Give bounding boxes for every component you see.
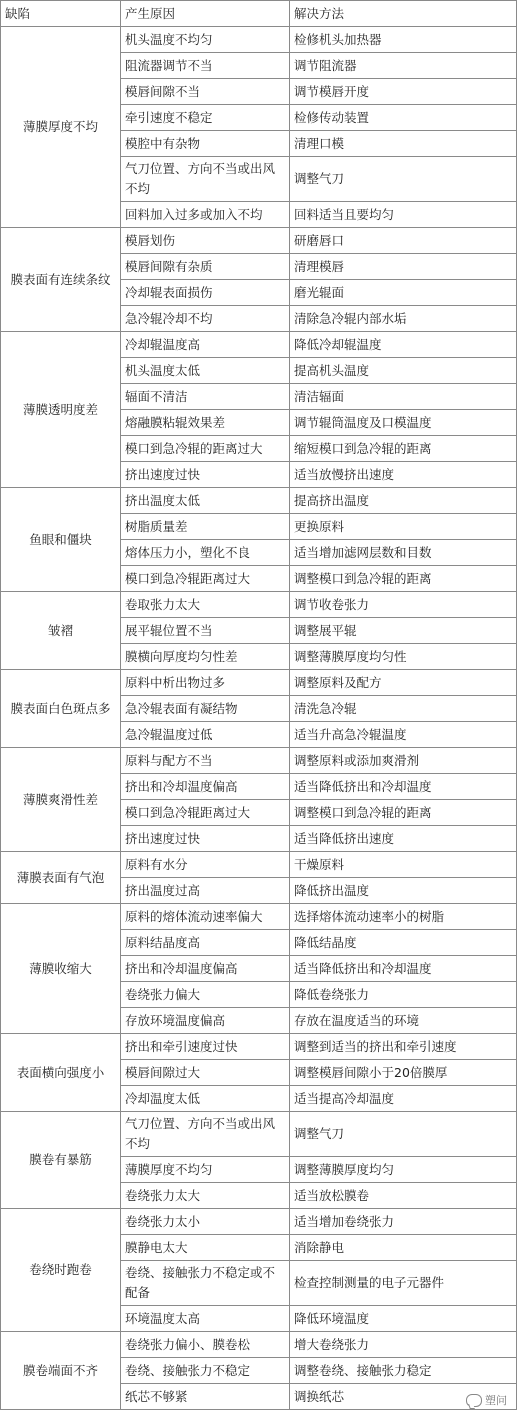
fix-cell: 提高机头温度 <box>290 358 517 384</box>
fix-cell: 调整展平辊 <box>290 618 517 644</box>
fix-cell: 调节阻流器 <box>290 53 517 79</box>
defect-cell: 薄膜透明度差 <box>1 332 121 488</box>
fix-cell: 消除静电 <box>290 1235 517 1261</box>
cause-cell: 薄膜厚度不均匀 <box>121 1157 290 1183</box>
fix-cell: 提高挤出温度 <box>290 488 517 514</box>
table-row <box>1 488 517 514</box>
cause-cell: 纸芯不够紧 <box>121 1384 290 1410</box>
fix-cell: 适当降低挤出速度 <box>290 826 517 852</box>
cause-cell: 膜静电太大 <box>121 1235 290 1261</box>
fix-cell: 清理口模 <box>290 131 517 157</box>
cause-cell: 急冷辊表面有凝结物 <box>121 696 290 722</box>
cause-cell: 挤出速度过快 <box>121 462 290 488</box>
fix-cell: 调整模口到急冷辊的距离 <box>290 566 517 592</box>
fix-cell: 降低卷绕张力 <box>290 982 517 1008</box>
cause-cell: 原料与配方不当 <box>121 748 290 774</box>
table-row <box>1 852 517 878</box>
defect-cell: 薄膜厚度不均 <box>1 27 121 228</box>
fix-cell: 降低挤出温度 <box>290 878 517 904</box>
cause-cell: 存放环境温度偏高 <box>121 1008 290 1034</box>
fix-cell: 缩短模口到急冷辊的距离 <box>290 436 517 462</box>
fix-cell: 研磨唇口 <box>290 228 517 254</box>
cause-cell: 模唇间隙过大 <box>121 1060 290 1086</box>
table-row <box>1 1209 517 1235</box>
fix-cell: 降低冷却辊温度 <box>290 332 517 358</box>
cause-cell: 阻流器调节不当 <box>121 53 290 79</box>
table-row <box>1 904 517 930</box>
fix-cell: 调整薄膜厚度均匀性 <box>290 644 517 670</box>
cause-cell: 气刀位置、方向不当或出风不均 <box>121 157 290 202</box>
cause-cell: 模唇间隙有杂质 <box>121 254 290 280</box>
cause-cell: 模唇间隙不当 <box>121 79 290 105</box>
cause-cell: 气刀位置、方向不当或出风不均 <box>121 1112 290 1157</box>
cause-cell: 挤出速度过快 <box>121 826 290 852</box>
header-cause: 产生原因 <box>121 1 290 27</box>
cause-cell: 模口到急冷辊距离过大 <box>121 566 290 592</box>
cause-cell: 挤出和冷却温度偏高 <box>121 956 290 982</box>
cause-cell: 冷却温度太低 <box>121 1086 290 1112</box>
cause-cell: 机头温度太低 <box>121 358 290 384</box>
cause-cell: 展平辊位置不当 <box>121 618 290 644</box>
defect-cell: 膜卷有暴筋 <box>1 1112 121 1209</box>
cause-cell: 卷绕张力太大 <box>121 1183 290 1209</box>
cause-cell: 冷却辊表面损伤 <box>121 280 290 306</box>
table-row <box>1 332 517 358</box>
fix-cell: 适当降低挤出和冷却温度 <box>290 774 517 800</box>
fix-cell: 调整原料及配方 <box>290 670 517 696</box>
defect-table-body <box>1 1 517 1410</box>
cause-cell: 熔体压力小，塑化不良 <box>121 540 290 566</box>
cause-cell: 回料加入过多或加入不均 <box>121 202 290 228</box>
defect-cell: 卷绕时跑卷 <box>1 1209 121 1332</box>
cause-cell: 急冷辊温度过低 <box>121 722 290 748</box>
cause-cell: 模唇划伤 <box>121 228 290 254</box>
wechat-icon <box>466 1394 482 1407</box>
cause-cell: 原料的熔体流动速率偏大 <box>121 904 290 930</box>
cause-cell: 急冷辊冷却不均 <box>121 306 290 332</box>
cause-cell: 模口到急冷辊距离过大 <box>121 800 290 826</box>
table-row <box>1 1034 517 1060</box>
cause-cell: 熔融膜粘辊效果差 <box>121 410 290 436</box>
cause-cell: 原料有水分 <box>121 852 290 878</box>
watermark-text: 塑问 <box>485 1394 507 1407</box>
fix-cell: 调节收卷张力 <box>290 592 517 618</box>
header-fix: 解决方法 <box>290 1 517 27</box>
fix-cell: 适当升高急冷辊温度 <box>290 722 517 748</box>
cause-cell: 牵引速度不稳定 <box>121 105 290 131</box>
fix-cell: 调节模唇开度 <box>290 79 517 105</box>
fix-cell: 降低环境温度 <box>290 1306 517 1332</box>
cause-cell: 模口到急冷辊的距离过大 <box>121 436 290 462</box>
cause-cell: 模腔中有杂物 <box>121 131 290 157</box>
fix-cell: 调整原料或添加爽滑剂 <box>290 748 517 774</box>
fix-cell: 降低结晶度 <box>290 930 517 956</box>
cause-cell: 卷绕、接触张力不稳定或不配备 <box>121 1261 290 1306</box>
cause-cell: 挤出和冷却温度偏高 <box>121 774 290 800</box>
fix-cell: 回料适当且要均匀 <box>290 202 517 228</box>
defect-cell: 薄膜爽滑性差 <box>1 748 121 852</box>
fix-cell: 清理模唇 <box>290 254 517 280</box>
cause-cell: 挤出和牵引速度过快 <box>121 1034 290 1060</box>
fix-cell: 适当放慢挤出速度 <box>290 462 517 488</box>
defect-cell: 表面横向强度小 <box>1 1034 121 1112</box>
fix-cell: 调整气刀 <box>290 1112 517 1157</box>
fix-cell: 适当提高冷却温度 <box>290 1086 517 1112</box>
header-row <box>1 1 517 27</box>
cause-cell: 挤出温度过高 <box>121 878 290 904</box>
table-row <box>1 748 517 774</box>
fix-cell: 调整模口到急冷辊的距离 <box>290 800 517 826</box>
cause-cell: 卷绕张力偏小、膜卷松 <box>121 1332 290 1358</box>
defect-cell: 膜表面白色斑点多 <box>1 670 121 748</box>
defect-cell: 薄膜收缩大 <box>1 904 121 1034</box>
fix-cell: 调整模唇间隙小于20倍膜厚 <box>290 1060 517 1086</box>
cause-cell: 辐面不清洁 <box>121 384 290 410</box>
watermark <box>466 1392 507 1408</box>
fix-cell: 检查控制测量的电子元器件 <box>290 1261 517 1306</box>
defect-cell: 鱼眼和僵块 <box>1 488 121 592</box>
cause-cell: 卷绕、接触张力不稳定 <box>121 1358 290 1384</box>
fix-cell: 选择熔体流动速率小的树脂 <box>290 904 517 930</box>
fix-cell: 增大卷绕张力 <box>290 1332 517 1358</box>
defect-cell: 皱褶 <box>1 592 121 670</box>
fix-cell: 清洁辐面 <box>290 384 517 410</box>
cause-cell: 环境温度太高 <box>121 1306 290 1332</box>
fix-cell: 检修机头加热器 <box>290 27 517 53</box>
table-row <box>1 228 517 254</box>
header-defect: 缺陷 <box>1 1 121 27</box>
fix-cell: 清除急冷辊内部水垢 <box>290 306 517 332</box>
table-row <box>1 670 517 696</box>
fix-cell: 存放在温度适当的环境 <box>290 1008 517 1034</box>
table-row <box>1 592 517 618</box>
table-row <box>1 1112 517 1157</box>
fix-cell: 磨光辊面 <box>290 280 517 306</box>
defect-cell: 膜卷端面不齐 <box>1 1332 121 1410</box>
defect-cell: 膜表面有连续条纹 <box>1 228 121 332</box>
cause-cell: 挤出温度太低 <box>121 488 290 514</box>
cause-cell: 原料中析出物过多 <box>121 670 290 696</box>
fix-cell: 适当增加卷绕张力 <box>290 1209 517 1235</box>
cause-cell: 冷却辊温度高 <box>121 332 290 358</box>
cause-cell: 树脂质量差 <box>121 514 290 540</box>
cause-cell: 卷绕张力太小 <box>121 1209 290 1235</box>
defect-cell: 薄膜表面有气泡 <box>1 852 121 904</box>
fix-cell: 更换原料 <box>290 514 517 540</box>
cause-cell: 卷绕张力偏大 <box>121 982 290 1008</box>
fix-cell: 调整到适当的挤出和牵引速度 <box>290 1034 517 1060</box>
fix-cell: 调整气刀 <box>290 157 517 202</box>
fix-cell: 适当放松膜卷 <box>290 1183 517 1209</box>
fix-cell: 调整卷绕、接触张力稳定 <box>290 1358 517 1384</box>
table-row <box>1 1332 517 1358</box>
fix-cell: 适当增加滤网层数和目数 <box>290 540 517 566</box>
fix-cell: 调换纸芯 <box>290 1384 517 1410</box>
fix-cell: 清洗急冷辊 <box>290 696 517 722</box>
cause-cell: 卷取张力太大 <box>121 592 290 618</box>
table-row <box>1 27 517 53</box>
fix-cell: 检修传动装置 <box>290 105 517 131</box>
fix-cell: 干燥原料 <box>290 852 517 878</box>
fix-cell: 调整薄膜厚度均匀 <box>290 1157 517 1183</box>
cause-cell: 原料结晶度高 <box>121 930 290 956</box>
fix-cell: 适当降低挤出和冷却温度 <box>290 956 517 982</box>
cause-cell: 膜横向厚度均匀性差 <box>121 644 290 670</box>
cause-cell: 机头温度不均匀 <box>121 27 290 53</box>
fix-cell: 调节辊筒温度及口模温度 <box>290 410 517 436</box>
